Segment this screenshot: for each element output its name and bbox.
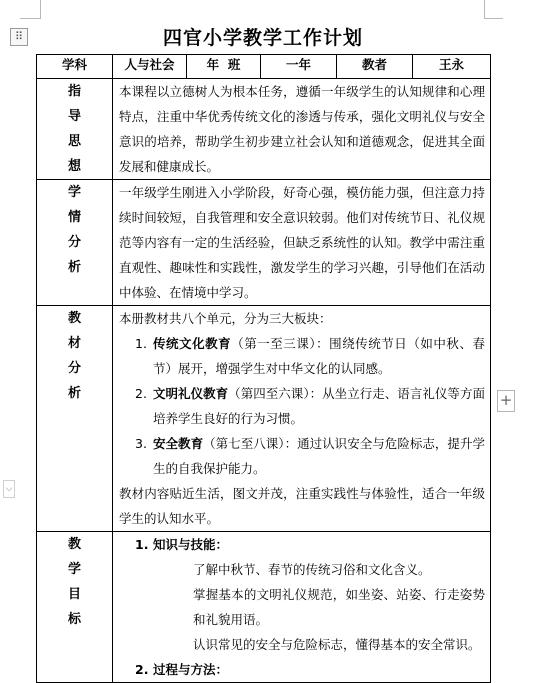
objectives-row xyxy=(37,532,491,683)
objective-group-title: 过程与方法： xyxy=(153,662,229,677)
textbook-label-cell xyxy=(37,306,113,532)
subject-value: 人与社会 xyxy=(113,55,187,79)
textbook-row xyxy=(37,306,491,532)
teaching-plan-table xyxy=(36,54,491,683)
guiding-label-char: 思 xyxy=(67,134,81,149)
textbook-label-char: 教 xyxy=(67,311,81,326)
textbook-label-char: 分 xyxy=(67,361,81,376)
objectives-content-cell xyxy=(113,532,491,683)
grade-label: 年 班 xyxy=(187,55,261,79)
students-label-char: 情 xyxy=(67,210,81,225)
textbook-item-number: 1. xyxy=(135,336,147,351)
textbook-item-title: 文明礼仪教育 xyxy=(153,386,229,401)
guiding-label-char: 想 xyxy=(67,159,81,174)
textbook-item-number: 2. xyxy=(135,386,147,401)
textbook-item-desc: （第四至六课）：从坐立行走、语言礼仪等方面培养学生良好的行为习惯。 xyxy=(153,386,485,426)
grade-value: 一年 xyxy=(261,55,337,79)
objective-line: 了解中秋节、春节的传统习俗和文化含义。 xyxy=(193,562,431,577)
objective-group-heading xyxy=(113,532,490,557)
objective-line: 认识常见的安全与危险标志，懂得基本的安全常识。 xyxy=(193,637,481,652)
objective-line: 掌握基本的文明礼仪规范，如坐姿、站姿、行走姿势和礼貌用语。 xyxy=(193,587,485,627)
students-label-cell xyxy=(37,180,113,306)
students-label-char: 析 xyxy=(67,260,81,275)
document-title: 四官小学教学工作计划 xyxy=(162,27,363,49)
textbook-content-cell xyxy=(113,306,491,532)
students-content-cell xyxy=(113,180,491,306)
students-label-char: 学 xyxy=(67,185,81,200)
textbook-item-title: 安全教育 xyxy=(153,436,204,451)
textbook-item-number: 3. xyxy=(135,436,147,451)
textbook-item xyxy=(113,331,490,381)
objectives-label-char: 目 xyxy=(67,587,81,602)
students-row xyxy=(37,180,491,306)
teacher-value: 王永 xyxy=(413,55,491,79)
textbook-item-desc: （第七至八课）：通过认识安全与危险标志，提升学生的自我保护能力。 xyxy=(153,436,485,476)
textbook-item xyxy=(113,431,490,481)
objective-group-heading xyxy=(113,657,490,682)
textbook-summary: 教材内容贴近生活，图文并茂，注重实践性与体验性，适合一年级学生的认知水平。 xyxy=(119,486,485,526)
objectives-label-cell xyxy=(37,532,113,683)
textbook-item xyxy=(113,381,490,431)
guiding-row xyxy=(37,79,491,180)
guiding-content-cell xyxy=(113,79,491,180)
objective-group-title: 知识与技能： xyxy=(153,537,229,552)
textbook-intro: 本册教材共八个单元，分为三大板块： xyxy=(119,311,332,326)
objectives-label-char: 教 xyxy=(67,537,81,552)
guiding-label-char: 指 xyxy=(67,84,81,99)
header-row xyxy=(37,55,491,79)
guiding-text: 本课程以立德树人为根本任务，遵循一年级学生的认知规律和心理特点，注重中华优秀传统文化的渗透与传承，强化文明礼仪与安全意识的培养，帮助学生初步建立社会认知和道德观念，促进其全面发展和健康成长。 xyxy=(119,84,485,174)
guiding-label-cell xyxy=(37,79,113,180)
objective-group-number: 1. xyxy=(135,537,149,552)
students-text: 一年级学生刚进入小学阶段，好奇心强，模仿能力强，但注意力持续时间较短，自我管理和安全意识较弱。他们对传统节日、礼仪规范等内容有一定的生活经验，但缺乏系统性的认知。教学中需注重直观性、趣味性和实践性，激发学生的学习兴趣，引导他们在活动中体验、在情境中学习。 xyxy=(119,185,485,300)
page-corner-mark-left xyxy=(20,0,41,19)
textbook-item-title: 传统文化教育 xyxy=(153,336,232,351)
guiding-label-char: 导 xyxy=(67,109,81,124)
textbook-label-char: 材 xyxy=(67,336,81,351)
page-corner-mark-right xyxy=(484,0,503,19)
textbook-item-desc: （第一至三课）：围绕传统节日（如中秋、春节）展开，增强学生对中华文化的认同感。 xyxy=(153,336,485,376)
teacher-label: 教者 xyxy=(337,55,413,79)
students-label-char: 分 xyxy=(67,235,81,250)
add-column-button[interactable]: + xyxy=(497,390,515,412)
objective-group-number: 2. xyxy=(135,662,149,677)
objectives-label-char: 标 xyxy=(67,612,81,627)
textbook-label-char: 析 xyxy=(67,386,81,401)
table-move-handle-icon[interactable]: ⠿ xyxy=(10,28,28,46)
subject-label: 学科 xyxy=(37,55,113,79)
chevron-down-icon[interactable]: ⌵ xyxy=(3,480,15,498)
objectives-label-char: 学 xyxy=(67,562,81,577)
